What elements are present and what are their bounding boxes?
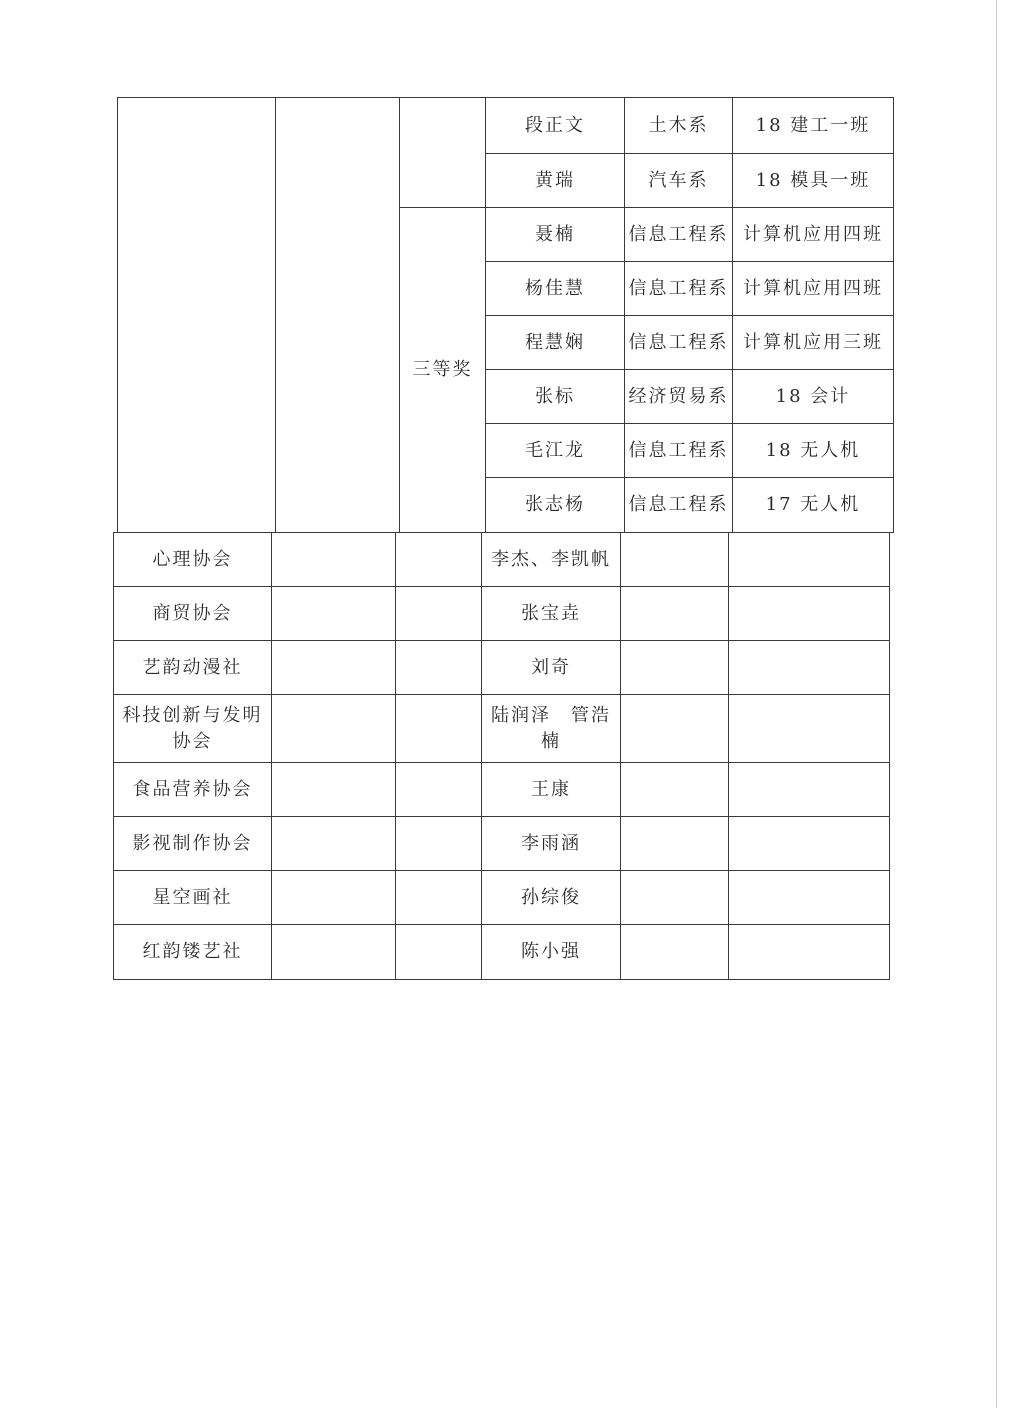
class-name: 计算机应用四班: [733, 262, 894, 316]
blank-cell: [272, 641, 396, 695]
blank-cell: [396, 695, 482, 763]
blank-cell: [396, 871, 482, 925]
blank-cell: [272, 763, 396, 817]
department: 信息工程系: [625, 208, 733, 262]
blank-cell: [396, 817, 482, 871]
blank-cell: [272, 817, 396, 871]
blank-cell: [621, 641, 729, 695]
class-name: 18 无人机: [733, 424, 894, 478]
blank-cell: [396, 533, 482, 587]
club-name: 商贸协会: [114, 587, 272, 641]
blank-cell: [729, 641, 890, 695]
person-name: 陆润泽 管浩楠: [482, 695, 621, 763]
student-name: 程慧娴: [486, 316, 625, 370]
blank-cell: [400, 98, 486, 208]
student-name: 聂楠: [486, 208, 625, 262]
student-name: 张标: [486, 370, 625, 424]
blank-cell: [729, 817, 890, 871]
table-row: [114, 817, 890, 871]
blank-cell: [396, 641, 482, 695]
blank-cell: [272, 871, 396, 925]
class-name: 18 会计: [733, 370, 894, 424]
blank-cell: [621, 587, 729, 641]
blank-cell: [396, 587, 482, 641]
person-name: 李雨涵: [482, 817, 621, 871]
club-name: 艺韵动漫社: [114, 641, 272, 695]
club-name: 科技创新与发明协会: [114, 695, 272, 763]
blank-cell: [396, 763, 482, 817]
third-prize-label: 三等奖: [400, 208, 486, 533]
student-name: 黄瑞: [486, 154, 625, 208]
table-row: [114, 763, 890, 817]
person-name: 李杰、李凯帆: [482, 533, 621, 587]
class-name: 计算机应用四班: [733, 208, 894, 262]
table-row: [114, 641, 890, 695]
department: 汽车系: [625, 154, 733, 208]
person-name: 孙综俊: [482, 871, 621, 925]
blank-cell: [118, 98, 276, 533]
person-name: 刘奇: [482, 641, 621, 695]
class-name: 17 无人机: [733, 478, 894, 533]
blank-cell: [729, 763, 890, 817]
blank-cell: [621, 817, 729, 871]
class-name: 18 模具一班: [733, 154, 894, 208]
page-edge-line: [996, 0, 997, 1408]
blank-cell: [272, 695, 396, 763]
class-name: 计算机应用三班: [733, 316, 894, 370]
person-name: 张宝垚: [482, 587, 621, 641]
club-name: 食品营养协会: [114, 763, 272, 817]
club-table: [113, 532, 890, 980]
department: 土木系: [625, 98, 733, 154]
class-name: 18 建工一班: [733, 98, 894, 154]
blank-cell: [396, 925, 482, 980]
department: 信息工程系: [625, 316, 733, 370]
blank-cell: [621, 763, 729, 817]
blank-cell: [729, 695, 890, 763]
department: 信息工程系: [625, 424, 733, 478]
student-name: 张志杨: [486, 478, 625, 533]
blank-cell: [272, 925, 396, 980]
club-name: 红韵镂艺社: [114, 925, 272, 980]
blank-cell: [621, 871, 729, 925]
table-row: [114, 533, 890, 587]
department: 信息工程系: [625, 262, 733, 316]
blank-cell: [621, 925, 729, 980]
table-row: [114, 695, 890, 763]
award-table: [117, 97, 894, 533]
blank-cell: [729, 871, 890, 925]
blank-cell: [272, 587, 396, 641]
person-name: 陈小强: [482, 925, 621, 980]
blank-cell: [729, 533, 890, 587]
blank-cell: [621, 695, 729, 763]
person-name: 王康: [482, 763, 621, 817]
table-row: [114, 871, 890, 925]
student-name: 杨佳慧: [486, 262, 625, 316]
club-name: 心理协会: [114, 533, 272, 587]
table-row: [118, 98, 894, 154]
table-row: [114, 925, 890, 980]
blank-cell: [729, 587, 890, 641]
club-name: 影视制作协会: [114, 817, 272, 871]
blank-cell: [729, 925, 890, 980]
table-row: [114, 587, 890, 641]
blank-cell: [276, 98, 400, 533]
club-name: 星空画社: [114, 871, 272, 925]
student-name: 毛江龙: [486, 424, 625, 478]
blank-cell: [621, 533, 729, 587]
student-name: 段正文: [486, 98, 625, 154]
department: 信息工程系: [625, 478, 733, 533]
blank-cell: [272, 533, 396, 587]
department: 经济贸易系: [625, 370, 733, 424]
